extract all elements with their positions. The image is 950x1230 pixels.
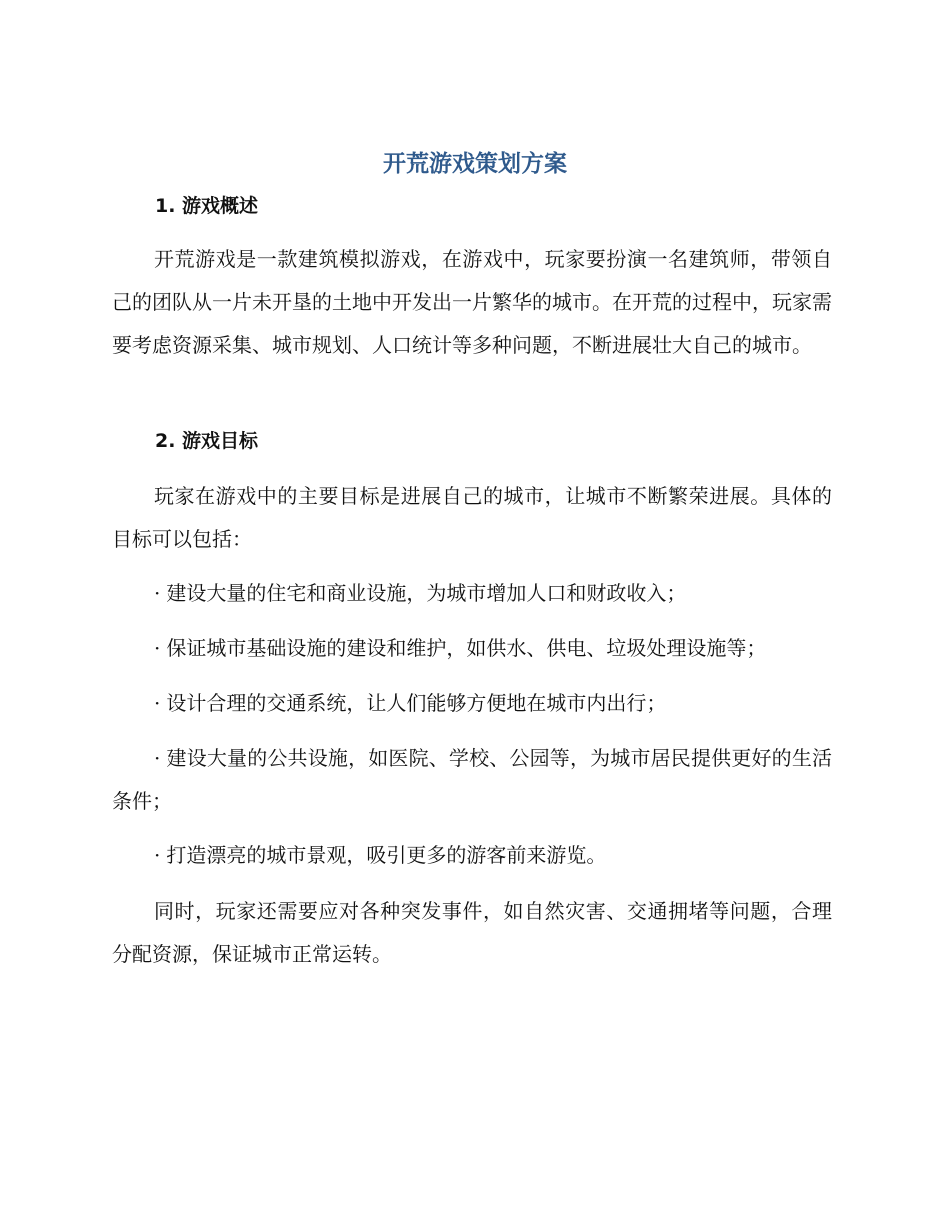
section-heading-goals: 2. 游戏目标: [155, 430, 259, 452]
goal-bullet-item: [112, 682, 832, 725]
goal-bullet-text: 建设大量的公共设施，如医院、学校、公园等，为城市居民提供更好的生活条件；: [112, 746, 832, 813]
goal-bullet-item: [112, 834, 832, 877]
goal-bullet-item: [112, 572, 832, 615]
goal-bullet-text: 打造漂亮的城市景观，吸引更多的游客前来游览。: [166, 843, 607, 867]
goals-intro-paragraph: 玩家在游戏中的主要目标是进展自己的城市，让城市不断繁荣进展。具体的目标可以包括：: [112, 484, 832, 551]
bullet-marker: ·: [154, 746, 161, 770]
goal-bullet-text: 建设大量的住宅和商业设施，为城市增加人口和财政收入；: [166, 581, 687, 605]
bullet-marker: ·: [154, 843, 161, 867]
section-heading-overview: 1. 游戏概述: [155, 195, 259, 217]
bullet-marker: ·: [154, 581, 161, 605]
goal-bullet-text: 保证城市基础设施的建设和维护，如供水、供电、垃圾处理设施等；: [166, 636, 767, 660]
goal-bullet-item: [112, 627, 832, 670]
goal-bullet-text: 设计合理的交通系统，让人们能够方便地在城市内出行；: [166, 691, 667, 715]
bullet-marker: ·: [154, 636, 161, 660]
overview-paragraph: 开荒游戏是一款建筑模拟游戏，在游戏中，玩家要扮演一名建筑师，带领自己的团队从一片未开垦的土地中开发出一片繁华的城市。在开荒的过程中，玩家需要考虑资源采集、城市规划、人口统计等多种问题，不断进展壮大自己的城市。: [112, 247, 832, 357]
bullet-marker: ·: [154, 691, 161, 715]
goals-closing-paragraph: 同时，玩家还需要应对各种突发事件，如自然灾害、交通拥堵等问题，合理分配资源，保证城市正常运转。: [112, 899, 832, 966]
document-title: 开荒游戏策划方案: [383, 151, 567, 177]
goal-bullet-item: [112, 737, 832, 823]
